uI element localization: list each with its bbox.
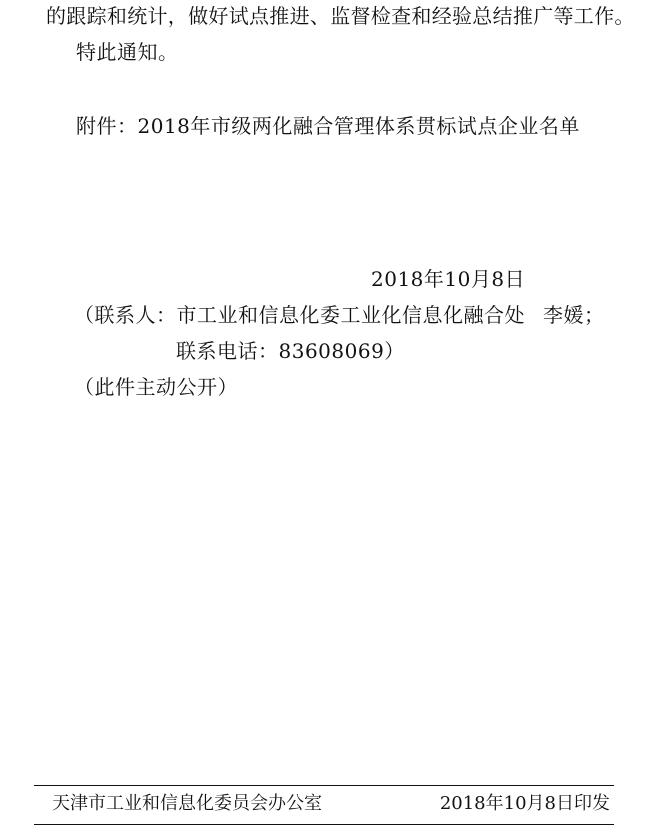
closing-notice: 特此通知。: [76, 40, 179, 64]
contact-phone-line: 联系电话：83608069）: [176, 339, 405, 363]
disclosure-note: （此件主动公开）: [74, 375, 238, 399]
contact-name: 李媛；: [543, 303, 605, 327]
footer-divider-bottom: [34, 824, 614, 825]
contact-department: （联系人：市工业和信息化委工业化信息化融合处: [74, 303, 525, 327]
contact-person-line: [74, 301, 605, 329]
signature-date: 2018年10月8日: [371, 267, 526, 291]
footer-issuer: 天津市工业和信息化委员会办公室: [52, 793, 322, 814]
footer-issue-date: 2018年10月8日印发: [439, 793, 610, 814]
body-text-line: 的跟踪和统计，做好试点推进、监督检查和经验总结推广等工作。: [46, 4, 635, 28]
attachment-line: 附件：2018年市级两化融合管理体系贯标试点企业名单: [76, 114, 580, 138]
footer-divider-top: [34, 785, 614, 786]
